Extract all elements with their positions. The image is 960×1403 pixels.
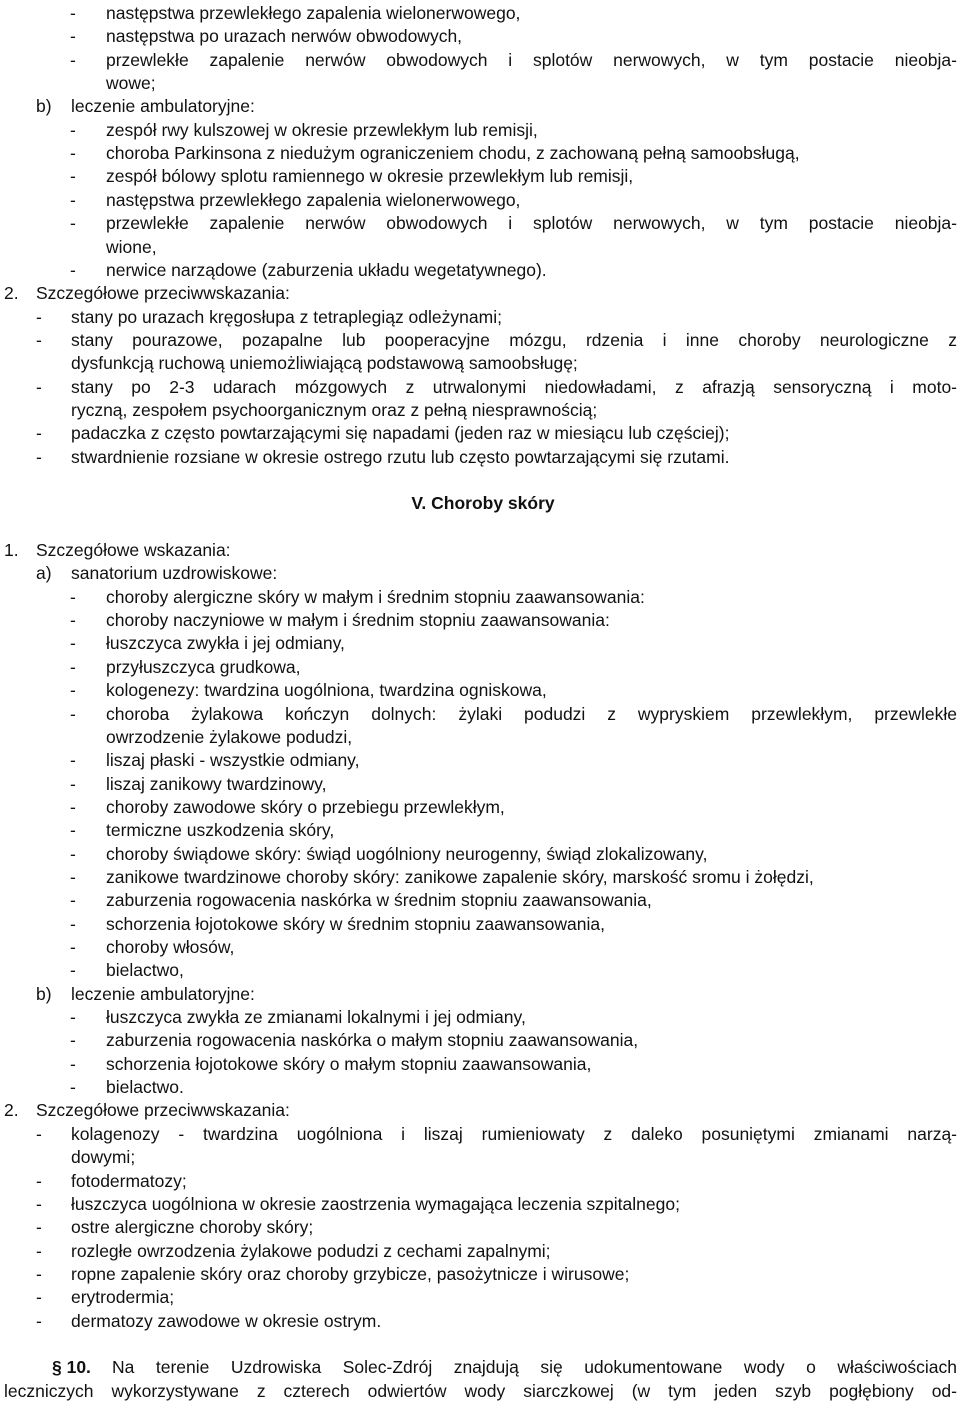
list-heading <box>0 282 960 305</box>
line-text: następstwa po urazach nerwów obwodowych, <box>106 26 463 47</box>
list-dash: - <box>36 376 42 397</box>
line-text: choroba Parkinsona z niedużym ograniczeniem chodu, z zachowaną pełną samoobsługą, <box>106 143 800 164</box>
list-item <box>0 1240 960 1263</box>
paragraph-first-line <box>0 1356 960 1379</box>
line-text: stany pourazowe, pozapalne lub pooperacyjne mózgu, rdzenia i inne choroby neurologiczne z <box>71 329 957 350</box>
list-item <box>0 329 960 352</box>
line-text: łuszczyca uogólniona w okresie zaostrzenia wymagająca leczenia szpitalnego; <box>71 1193 680 1214</box>
list-item <box>0 376 960 399</box>
list-dash: - <box>70 26 76 47</box>
line-text: choroby włosów, <box>106 937 235 957</box>
list-dash: - <box>70 3 76 23</box>
list-dash: - <box>70 586 76 607</box>
list-item <box>0 773 960 796</box>
line-text: następstwa przewlekłego zapalenia wielonerwowego, <box>106 3 521 23</box>
list-item <box>0 1216 960 1239</box>
list-heading <box>0 1099 960 1122</box>
list-label: 2. <box>4 1100 19 1121</box>
list-item <box>0 2 960 25</box>
list-item <box>0 1170 960 1193</box>
list-dash: - <box>36 1170 42 1191</box>
list-dash: - <box>70 843 76 864</box>
line-text: choroby alergiczne skóry w małym i średnim stopniu zaawansowania: <box>106 586 645 607</box>
line-text: dysfunkcją ruchową uniemożliwiającą podstawową samoobsługę; <box>71 353 578 374</box>
list-item <box>0 749 960 772</box>
list-dash: - <box>36 446 42 467</box>
list-dash: - <box>36 329 42 350</box>
list-heading <box>0 539 960 562</box>
list-item <box>0 165 960 188</box>
list-label: b) <box>36 96 52 117</box>
section-heading <box>0 492 960 515</box>
list-dash: - <box>36 1240 42 1261</box>
line-text: stwardnienie rozsiane w okresie ostrego rzutu lub często powtarzającymi się rzutami. <box>71 446 730 467</box>
list-dash: - <box>70 1030 76 1051</box>
list-dash: - <box>70 913 76 934</box>
list-item <box>0 1029 960 1052</box>
line-text: stany po 2-3 udarach mózgowych z utrwalonymi niedowładami, z afrazją sensoryczną i moto- <box>71 376 957 397</box>
list-item-continuation <box>0 72 960 95</box>
list-dash: - <box>70 750 76 771</box>
list-dash: - <box>36 306 42 327</box>
list-item <box>0 703 960 726</box>
list-dash: - <box>70 937 76 957</box>
list-dash: - <box>36 1123 42 1144</box>
list-dash: - <box>70 773 76 794</box>
list-item <box>0 632 960 655</box>
list-item <box>0 586 960 609</box>
line-text: przewlekłe zapalenie nerwów obwodowych i splotów nerwowych, w tym postacie nieobja- <box>106 49 957 70</box>
list-item <box>0 142 960 165</box>
line-text: erytrodermia; <box>71 1287 175 1308</box>
list-item <box>0 1193 960 1216</box>
line-text: leczenie ambulatoryjne: <box>71 983 255 1004</box>
list-item <box>0 1006 960 1029</box>
line-text: przyłuszczyca grudkowa, <box>106 656 301 677</box>
list-heading <box>0 562 960 585</box>
list-dash: - <box>70 213 76 234</box>
list-dash: - <box>70 189 76 210</box>
list-item <box>0 422 960 445</box>
line-text: sanatorium uzdrowiskowe: <box>71 563 278 584</box>
list-item <box>0 679 960 702</box>
list-dash: - <box>70 633 76 654</box>
line-text: zaburzenia rogowacenia naskórka o małym stopniu zaawansowania, <box>106 1030 639 1051</box>
list-label: a) <box>36 563 52 584</box>
list-dash: - <box>70 1077 76 1098</box>
list-item <box>0 1263 960 1286</box>
list-item-continuation <box>0 352 960 375</box>
list-dash: - <box>70 796 76 817</box>
blank-line <box>0 1333 960 1356</box>
list-heading <box>0 95 960 118</box>
line-text: bielactwo. <box>106 1077 184 1098</box>
line-text: nerwice narządowe (zaburzenia układu wegetatywnego). <box>106 259 547 280</box>
list-item <box>0 119 960 142</box>
line-text: następstwa przewlekłego zapalenia wielonerwowego, <box>106 189 521 210</box>
list-dash: - <box>36 1263 42 1284</box>
line-text: dermatozy zawodowe w okresie ostrym. <box>71 1310 382 1331</box>
line-text: przewlekłe zapalenie nerwów obwodowych i splotów nerwowych, w tym postacie nieobja- <box>106 213 957 234</box>
list-label: b) <box>36 983 52 1004</box>
list-item <box>0 959 960 982</box>
list-item <box>0 866 960 889</box>
list-item <box>0 796 960 819</box>
line-text: łuszczyca zwykła ze zmianami lokalnymi i jej odmiany, <box>106 1007 526 1028</box>
line-text: zespół bólowy splotu ramiennego w okresie przewlekłym lub remisji, <box>106 166 634 187</box>
list-dash: - <box>70 680 76 701</box>
list-dash: - <box>70 866 76 887</box>
list-item <box>0 212 960 235</box>
list-heading <box>0 983 960 1006</box>
list-item <box>0 819 960 842</box>
line-text: ryczną, zespołem psychoorganicznym oraz z pełną niesprawnością; <box>71 399 598 420</box>
list-item <box>0 913 960 936</box>
list-item-continuation <box>0 236 960 259</box>
blank-line <box>0 469 960 492</box>
list-item-continuation <box>0 726 960 749</box>
list-item <box>0 446 960 469</box>
line-text: schorzenia łojotokowe skóry w średnim stopniu zaawansowania, <box>106 913 605 934</box>
line-text: wione, <box>106 236 157 257</box>
list-item <box>0 189 960 212</box>
blank-line <box>0 516 960 539</box>
list-dash: - <box>70 143 76 164</box>
line-text: leczenie ambulatoryjne: <box>71 96 255 117</box>
line-text: wowe; <box>106 73 156 94</box>
line-text: ropne zapalenie skóry oraz choroby grzybicze, pasożytnicze i wirusowe; <box>71 1263 630 1284</box>
line-text: liszaj płaski - wszystkie odmiany, <box>106 750 360 771</box>
line-text: fotodermatozy; <box>71 1170 187 1191</box>
line-text: zespół rwy kulszowej w okresie przewlekłym lub remisji, <box>106 119 538 140</box>
line-text: leczniczych wykorzystywane z czterech odwiertów wody siarczkowej (w tym jeden szyb pogłębiony od- <box>4 1380 957 1401</box>
line-text: stany po urazach kręgosłupa z tetraplegiąz odleżynami; <box>71 306 502 327</box>
list-item <box>0 49 960 72</box>
list-item <box>0 843 960 866</box>
line-text: Szczegółowe przeciwwskazania: <box>36 283 290 304</box>
line-text: padaczka z często powtarzającymi się napadami (jeden raz w miesiącu lub częściej); <box>71 423 730 444</box>
list-dash: - <box>70 259 76 280</box>
list-dash: - <box>70 1053 76 1074</box>
line-text: rozległe owrzodzenia żylakowe podudzi z cechami zapalnymi; <box>71 1240 551 1261</box>
line-text: łuszczyca zwykła i jej odmiany, <box>106 633 345 654</box>
line-text: choroby zawodowe skóry o przebiegu przewlekłym, <box>106 796 505 817</box>
list-item-continuation <box>0 1146 960 1169</box>
line-text: ostre alergiczne choroby skóry; <box>71 1217 314 1238</box>
line-text: Szczegółowe wskazania: <box>36 540 231 561</box>
line-text: kolagenozy - twardzina uogólniona i liszaj rumieniowaty z daleko posuniętymi zmianami narzą- <box>71 1123 957 1144</box>
line-text: dowymi; <box>71 1147 136 1168</box>
paragraph-line <box>0 1380 960 1403</box>
list-dash: - <box>70 890 76 911</box>
line-text: schorzenia łojotokowe skóry o małym stopniu zaawansowania, <box>106 1053 592 1074</box>
list-item <box>0 25 960 48</box>
list-dash: - <box>36 1287 42 1308</box>
list-dash: - <box>70 1007 76 1028</box>
line-text: liszaj zanikowy twardzinowy, <box>106 773 327 794</box>
list-dash: - <box>36 423 42 444</box>
list-dash: - <box>70 656 76 677</box>
list-item <box>0 1076 960 1099</box>
section-heading-text: V. Choroby skóry <box>411 493 555 514</box>
list-dash: - <box>36 1217 42 1238</box>
line-text: kologenezy: twardzina uogólniona, twardzina ogniskowa, <box>106 680 547 701</box>
list-dash: - <box>70 703 76 724</box>
list-item <box>0 1310 960 1333</box>
list-item-continuation <box>0 399 960 422</box>
line-text: zanikowe twardzinowe choroby skóry: zanikowe zapalenie skóry, marskość sromu i żołędzi, <box>106 866 814 887</box>
list-dash: - <box>70 960 76 981</box>
line-text: choroby naczyniowe w małym i średnim stopniu zaawansowania: <box>106 610 610 631</box>
paragraph-mark: § 10. <box>52 1357 91 1378</box>
line-text: termiczne uszkodzenia skóry, <box>106 820 335 841</box>
list-item <box>0 1053 960 1076</box>
list-dash: - <box>70 820 76 841</box>
line-text: zaburzenia rogowacenia naskórka w średnim stopniu zaawansowania, <box>106 890 652 911</box>
list-item <box>0 306 960 329</box>
list-label: 2. <box>4 283 19 304</box>
line-text: Szczegółowe przeciwwskazania: <box>36 1100 290 1121</box>
line-text: Na terenie Uzdrowiska Solec-Zdrój znajdują się udokumentowane wody o właściwościach <box>112 1357 957 1378</box>
list-item <box>0 259 960 282</box>
line-text: bielactwo, <box>106 960 184 981</box>
list-dash: - <box>70 166 76 187</box>
list-item <box>0 609 960 632</box>
list-dash: - <box>70 119 76 140</box>
list-label: 1. <box>4 540 19 561</box>
list-item <box>0 936 960 959</box>
list-item <box>0 1123 960 1146</box>
list-dash: - <box>36 1193 42 1214</box>
list-dash: - <box>36 1310 42 1331</box>
list-dash: - <box>70 610 76 631</box>
list-item <box>0 1286 960 1309</box>
list-item <box>0 889 960 912</box>
line-text: owrzodzenie żylakowe podudzi, <box>106 726 353 747</box>
list-dash: - <box>70 49 76 70</box>
line-text: choroby świądowe skóry: świąd uogólniony neurogenny, świąd zlokalizowany, <box>106 843 708 864</box>
list-item <box>0 656 960 679</box>
line-text: choroba żylakowa kończyn dolnych: żylaki podudzi z wypryskiem przewlekłym, przewlekłe <box>106 703 957 724</box>
